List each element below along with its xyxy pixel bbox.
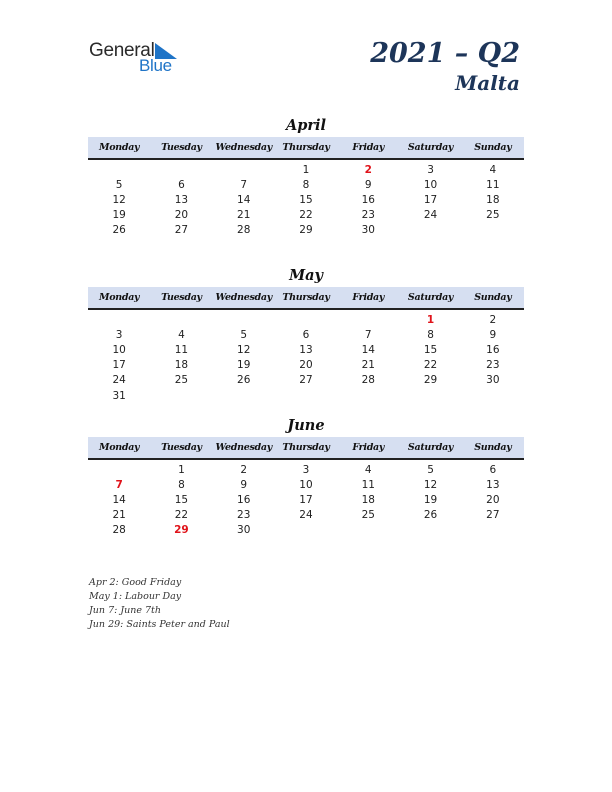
holiday-day-cell: 29 — [174, 524, 189, 537]
day-cell: 5 — [115, 178, 123, 191]
day-cell: 5 — [427, 463, 434, 476]
month-april — [88, 117, 524, 238]
week-row — [88, 358, 524, 373]
day-cell: 4 — [364, 463, 372, 476]
day-cell: 30 — [361, 224, 375, 237]
day-cell: 8 — [302, 178, 310, 191]
day-cell: 22 — [299, 209, 313, 222]
weekday-label: Sunday — [474, 442, 512, 453]
day-cell: 16 — [486, 343, 500, 356]
day-cell: 13 — [299, 343, 313, 356]
month-days — [88, 160, 524, 238]
day-cell: 21 — [237, 209, 251, 222]
day-cell: 20 — [486, 493, 500, 506]
week-row — [88, 342, 524, 357]
day-cell: 3 — [302, 463, 310, 476]
holiday-note: Jun 29: Saints Peter and Paul — [89, 619, 230, 630]
week-row — [88, 327, 524, 342]
day-cell: 7 — [240, 178, 248, 191]
weekday-label: Tuesday — [161, 142, 202, 153]
day-cell: 1 — [302, 163, 310, 176]
day-cell: 15 — [299, 193, 313, 206]
week-row — [88, 373, 524, 388]
weekday-label: Tuesday — [161, 292, 202, 303]
day-cell: 16 — [361, 193, 375, 206]
week-row — [88, 477, 524, 492]
weekday-label: Friday — [352, 292, 385, 303]
day-cell: 13 — [486, 478, 500, 491]
day-cell: 11 — [486, 178, 500, 191]
weekday-label: Sunday — [474, 142, 512, 153]
day-cell: 1 — [178, 463, 185, 476]
day-cell: 22 — [423, 359, 438, 372]
day-cell: 25 — [486, 209, 500, 222]
day-cell: 13 — [174, 193, 189, 206]
holiday-day-cell: 7 — [115, 478, 123, 491]
day-cell: 27 — [486, 509, 500, 522]
holiday-note: May 1: Labour Day — [89, 591, 182, 602]
day-cell: 15 — [174, 493, 189, 506]
week-row — [88, 388, 524, 403]
day-cell: 24 — [423, 209, 438, 222]
day-cell: 11 — [174, 343, 189, 356]
day-cell: 29 — [423, 374, 438, 387]
logo-blue-text: Blue — [139, 56, 172, 75]
weekday-header — [88, 437, 524, 460]
weekday-label: Monday — [99, 442, 140, 453]
weekday-label: Wednesday — [215, 442, 272, 453]
day-cell: 4 — [489, 163, 497, 176]
weekday-label: Sunday — [474, 292, 512, 303]
day-cell: 9 — [489, 328, 497, 341]
day-cell: 19 — [112, 209, 126, 222]
week-row — [88, 492, 524, 507]
weekday-header — [88, 287, 524, 310]
day-cell: 6 — [489, 463, 497, 476]
day-cell: 26 — [112, 224, 126, 237]
day-cell: 6 — [178, 178, 185, 191]
day-cell: 4 — [178, 328, 185, 341]
day-cell: 20 — [174, 209, 189, 222]
day-cell: 24 — [299, 509, 313, 522]
day-cell: 28 — [237, 224, 251, 237]
day-cell: 28 — [361, 374, 375, 387]
week-row — [88, 508, 524, 523]
quarter-title: 2021 – Q2 — [370, 38, 520, 69]
weekday-label: Monday — [99, 142, 140, 153]
day-cell: 7 — [364, 328, 372, 341]
day-cell: 2 — [489, 313, 497, 326]
day-cell: 6 — [302, 328, 310, 341]
day-cell: 25 — [174, 374, 189, 387]
month-may — [88, 267, 524, 403]
day-cell: 17 — [299, 493, 313, 506]
day-cell: 30 — [237, 524, 251, 537]
holiday-note: Apr 2: Good Friday — [89, 577, 182, 588]
week-row — [88, 192, 524, 207]
day-cell: 14 — [237, 193, 251, 206]
weekday-label: Friday — [352, 142, 385, 153]
holiday-day-cell: 2 — [364, 163, 372, 176]
page-title — [370, 38, 520, 96]
day-cell: 21 — [112, 509, 126, 522]
day-cell: 8 — [178, 478, 185, 491]
day-cell: 19 — [237, 359, 251, 372]
month-name: June — [287, 417, 325, 434]
week-row — [88, 177, 524, 192]
month-name: April — [285, 117, 327, 134]
day-cell: 9 — [240, 478, 248, 491]
day-cell: 12 — [112, 193, 126, 206]
weekday-header — [88, 137, 524, 160]
day-cell: 26 — [237, 374, 251, 387]
day-cell: 29 — [299, 224, 313, 237]
weekday-label: Saturday — [407, 142, 454, 153]
day-cell: 22 — [174, 509, 189, 522]
week-row — [88, 223, 524, 238]
day-cell: 12 — [423, 478, 438, 491]
weekday-label: Thursday — [282, 142, 330, 153]
week-row — [88, 523, 524, 538]
weekday-label: Tuesday — [161, 442, 202, 453]
day-cell: 26 — [423, 509, 438, 522]
day-cell: 23 — [486, 359, 500, 372]
month-name: May — [289, 267, 323, 284]
day-cell: 27 — [174, 224, 189, 237]
week-row — [88, 462, 524, 477]
day-cell: 8 — [427, 328, 434, 341]
day-cell: 19 — [423, 493, 438, 506]
day-cell: 2 — [240, 463, 248, 476]
day-cell: 18 — [174, 359, 189, 372]
weekday-label: Wednesday — [215, 292, 272, 303]
day-cell: 15 — [423, 343, 438, 356]
day-cell: 23 — [237, 509, 251, 522]
day-cell: 10 — [299, 478, 313, 491]
month-june — [88, 417, 524, 538]
day-cell: 3 — [427, 163, 434, 176]
country-title: Malta — [455, 71, 520, 95]
day-cell: 18 — [361, 493, 375, 506]
day-cell: 25 — [361, 509, 375, 522]
day-cell: 21 — [361, 359, 375, 372]
day-cell: 18 — [486, 193, 500, 206]
day-cell: 10 — [423, 178, 438, 191]
week-row — [88, 162, 524, 177]
day-cell: 14 — [112, 493, 126, 506]
month-days — [88, 460, 524, 538]
day-cell: 31 — [112, 389, 126, 402]
day-cell: 27 — [299, 374, 313, 387]
day-cell: 20 — [299, 359, 313, 372]
day-cell: 3 — [115, 328, 123, 341]
day-cell: 16 — [237, 493, 251, 506]
weekday-label: Friday — [352, 442, 385, 453]
holiday-notes — [89, 576, 230, 632]
month-days — [88, 310, 524, 403]
day-cell: 30 — [486, 374, 500, 387]
weekday-label: Thursday — [282, 292, 330, 303]
holiday-day-cell: 1 — [426, 313, 435, 326]
weekday-label: Saturday — [407, 442, 454, 453]
holiday-note: Jun 7: June 7th — [89, 605, 161, 616]
weekday-label: Saturday — [407, 292, 454, 303]
week-row — [88, 208, 524, 223]
day-cell: 28 — [112, 524, 126, 537]
logo-general-text: General — [89, 40, 155, 61]
week-row — [88, 312, 524, 327]
day-cell: 23 — [361, 209, 375, 222]
day-cell: 9 — [364, 178, 372, 191]
day-cell: 24 — [112, 374, 126, 387]
weekday-label: Monday — [99, 292, 140, 303]
weekday-label: Thursday — [282, 442, 330, 453]
day-cell: 14 — [361, 343, 375, 356]
day-cell: 11 — [361, 478, 375, 491]
weekday-label: Wednesday — [215, 142, 272, 153]
day-cell: 5 — [240, 328, 248, 341]
generalblue-logo — [89, 40, 189, 76]
day-cell: 17 — [423, 193, 438, 206]
day-cell: 10 — [112, 343, 126, 356]
day-cell: 17 — [112, 359, 126, 372]
day-cell: 12 — [237, 343, 251, 356]
